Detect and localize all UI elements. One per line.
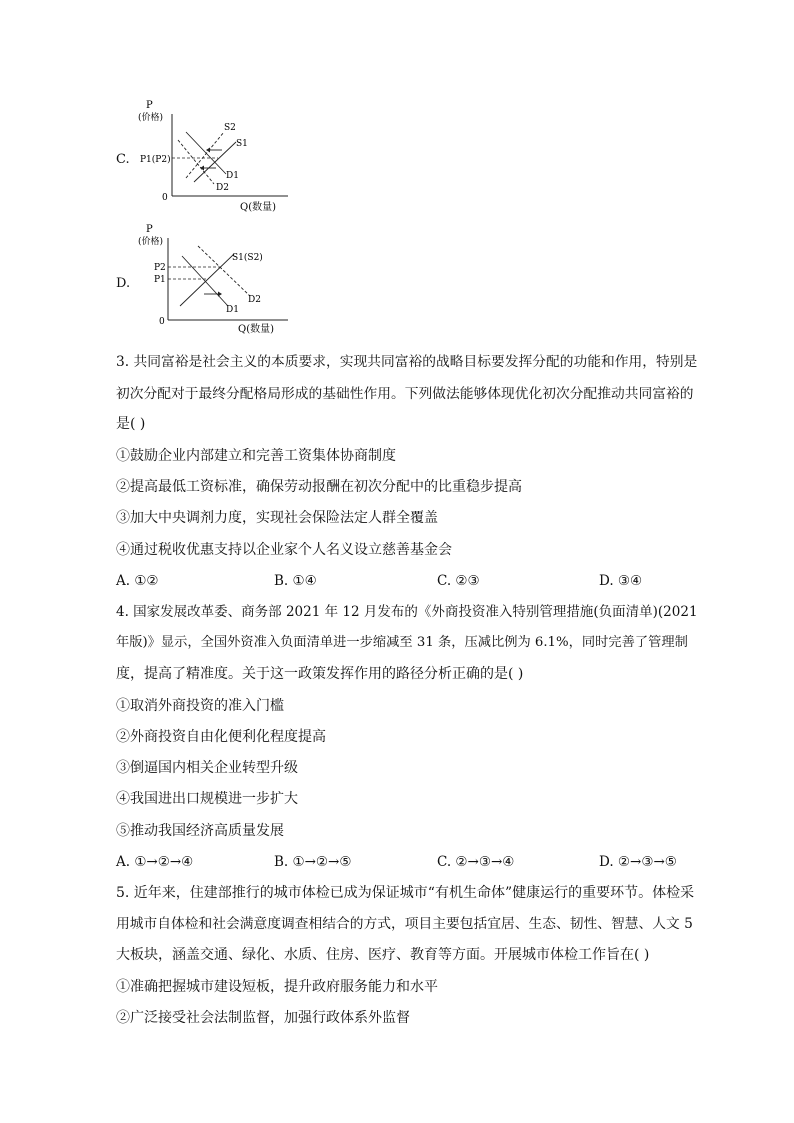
q3-item-4: ④通过税收优惠支持以企业家个人名义设立慈善基金会: [116, 542, 452, 558]
graph-c-s1-label: S1: [236, 139, 248, 149]
q3-item-2: ②提高最低工资标准，确保劳动报酬在初次分配中的比重稳步提高: [116, 479, 522, 495]
q3-option-c[interactable]: C. ②③: [437, 573, 480, 589]
graph-d-d2-label: D2: [248, 295, 261, 305]
q5-stem-line-2: 用城市自体检和社会满意度调查相结合的方式，项目主要包括宜居、生态、韧性、智慧、人文 5: [116, 916, 693, 932]
graph-d-s-label: S1(S2): [232, 253, 263, 263]
q3-option-b[interactable]: B. ①④: [274, 573, 317, 589]
graph-d-origin: 0: [159, 317, 165, 327]
q4-item-3: ③倒逼国内相关企业转型升级: [116, 760, 298, 776]
q3-item-3: ③加大中央调剂力度，实现社会保险法定人群全覆盖: [116, 510, 438, 526]
q3-option-d[interactable]: D. ③④: [599, 573, 643, 589]
q4-item-1: ①取消外商投资的准入门槛: [116, 698, 284, 714]
q4-item-4: ④我国进出口规模进一步扩大: [116, 791, 298, 807]
graph-c-x-axis-label: Q(数量): [240, 202, 277, 213]
graph-c-supply-demand-chart: [138, 96, 308, 216]
q3-item-1: ①鼓励企业内部建立和完善工资集体协商制度: [116, 448, 396, 464]
q4-stem-line-1: 4. 国家发展改革委、商务部 2021 年 12 月发布的《外商投资准入特别管理措施(负面清单)(2021: [116, 604, 698, 620]
graph-c-arrowhead-demand: [200, 166, 204, 171]
graph-c-price-label: P1(P2): [140, 155, 171, 165]
graph-d-d1-label: D1: [226, 305, 239, 315]
graph-c-d2-curve: [178, 140, 214, 184]
graph-c-arrowhead-supply: [206, 148, 210, 153]
q5-item-2: ②广泛接受社会法制监督，加强行政体系外监督: [116, 1010, 410, 1026]
graph-c-s2-label: S2: [224, 123, 236, 133]
graph-d-y-axis-label: P: [146, 224, 153, 235]
graph-d-y-axis-unit: (价格): [138, 237, 164, 247]
q4-option-a[interactable]: A. ①→②→④: [116, 854, 194, 870]
q5-item-1: ①准确把握城市建设短板，提升政府服务能力和水平: [116, 979, 438, 995]
q4-item-2: ②外商投资自由化便利化程度提高: [116, 729, 326, 745]
q4-stem-line-2: 年版)》显示，全国外资准入负面清单进一步缩减至 31 条，压减比例为 6.1%，同时完善了管理制: [116, 635, 688, 650]
q3-options-row: [0, 571, 794, 591]
q3-stem-line-1: 3. 共同富裕是社会主义的本质要求，实现共同富裕的战略目标要发挥分配的功能和作用，特别是: [116, 354, 698, 370]
q4-option-b[interactable]: B. ①→②→⑤: [274, 854, 352, 870]
q5-stem-line-3: 大板块，涵盖交通、绿化、水质、住房、医疗、教育等方面。开展城市体检工作旨在( ): [116, 947, 650, 963]
q4-option-c[interactable]: C. ②→③→④: [437, 854, 515, 870]
graph-d-supply-demand-chart: [138, 220, 308, 338]
q5-stem-line-1: 5. 近年来，住建部推行的城市体检已成为保证城市“有机生命体”健康运行的重要环节。体检采: [116, 885, 695, 901]
graph-d-price-p2: P2: [154, 263, 166, 273]
graph-c-y-axis-unit: (价格): [138, 113, 164, 123]
q4-stem-line-3: 度，提高了精准度。关于这一政策发挥作用的路径分析正确的是( ): [116, 666, 524, 682]
graph-d-arrowhead: [218, 292, 222, 297]
graph-d-option-label: D.: [116, 276, 131, 291]
graph-c-d2-label: D2: [216, 183, 229, 193]
q4-options-row: [0, 852, 794, 872]
q3-stem-line-2: 初次分配对于最终分配格局形成的基础性作用。下列做法能够体现优化初次分配推动共同富裕的: [116, 386, 694, 402]
graph-d-price-p1: P1: [154, 275, 166, 285]
graph-d-x-axis-label: Q(数量): [238, 324, 275, 335]
graph-d-s-curve: [180, 254, 234, 306]
graph-c-y-axis-label: P: [146, 100, 153, 111]
graph-c-d1-label: D1: [226, 171, 239, 181]
q3-option-a[interactable]: A. ①②: [116, 573, 159, 589]
graph-d-d1-curve: [182, 256, 228, 306]
graph-c-option-label: C.: [116, 152, 130, 167]
q4-option-d[interactable]: D. ②→③→⑤: [599, 854, 677, 870]
graph-c-origin: 0: [162, 193, 168, 203]
q3-stem-line-3: 是( ): [116, 416, 146, 432]
q4-item-5: ⑤推动我国经济高质量发展: [116, 823, 284, 839]
